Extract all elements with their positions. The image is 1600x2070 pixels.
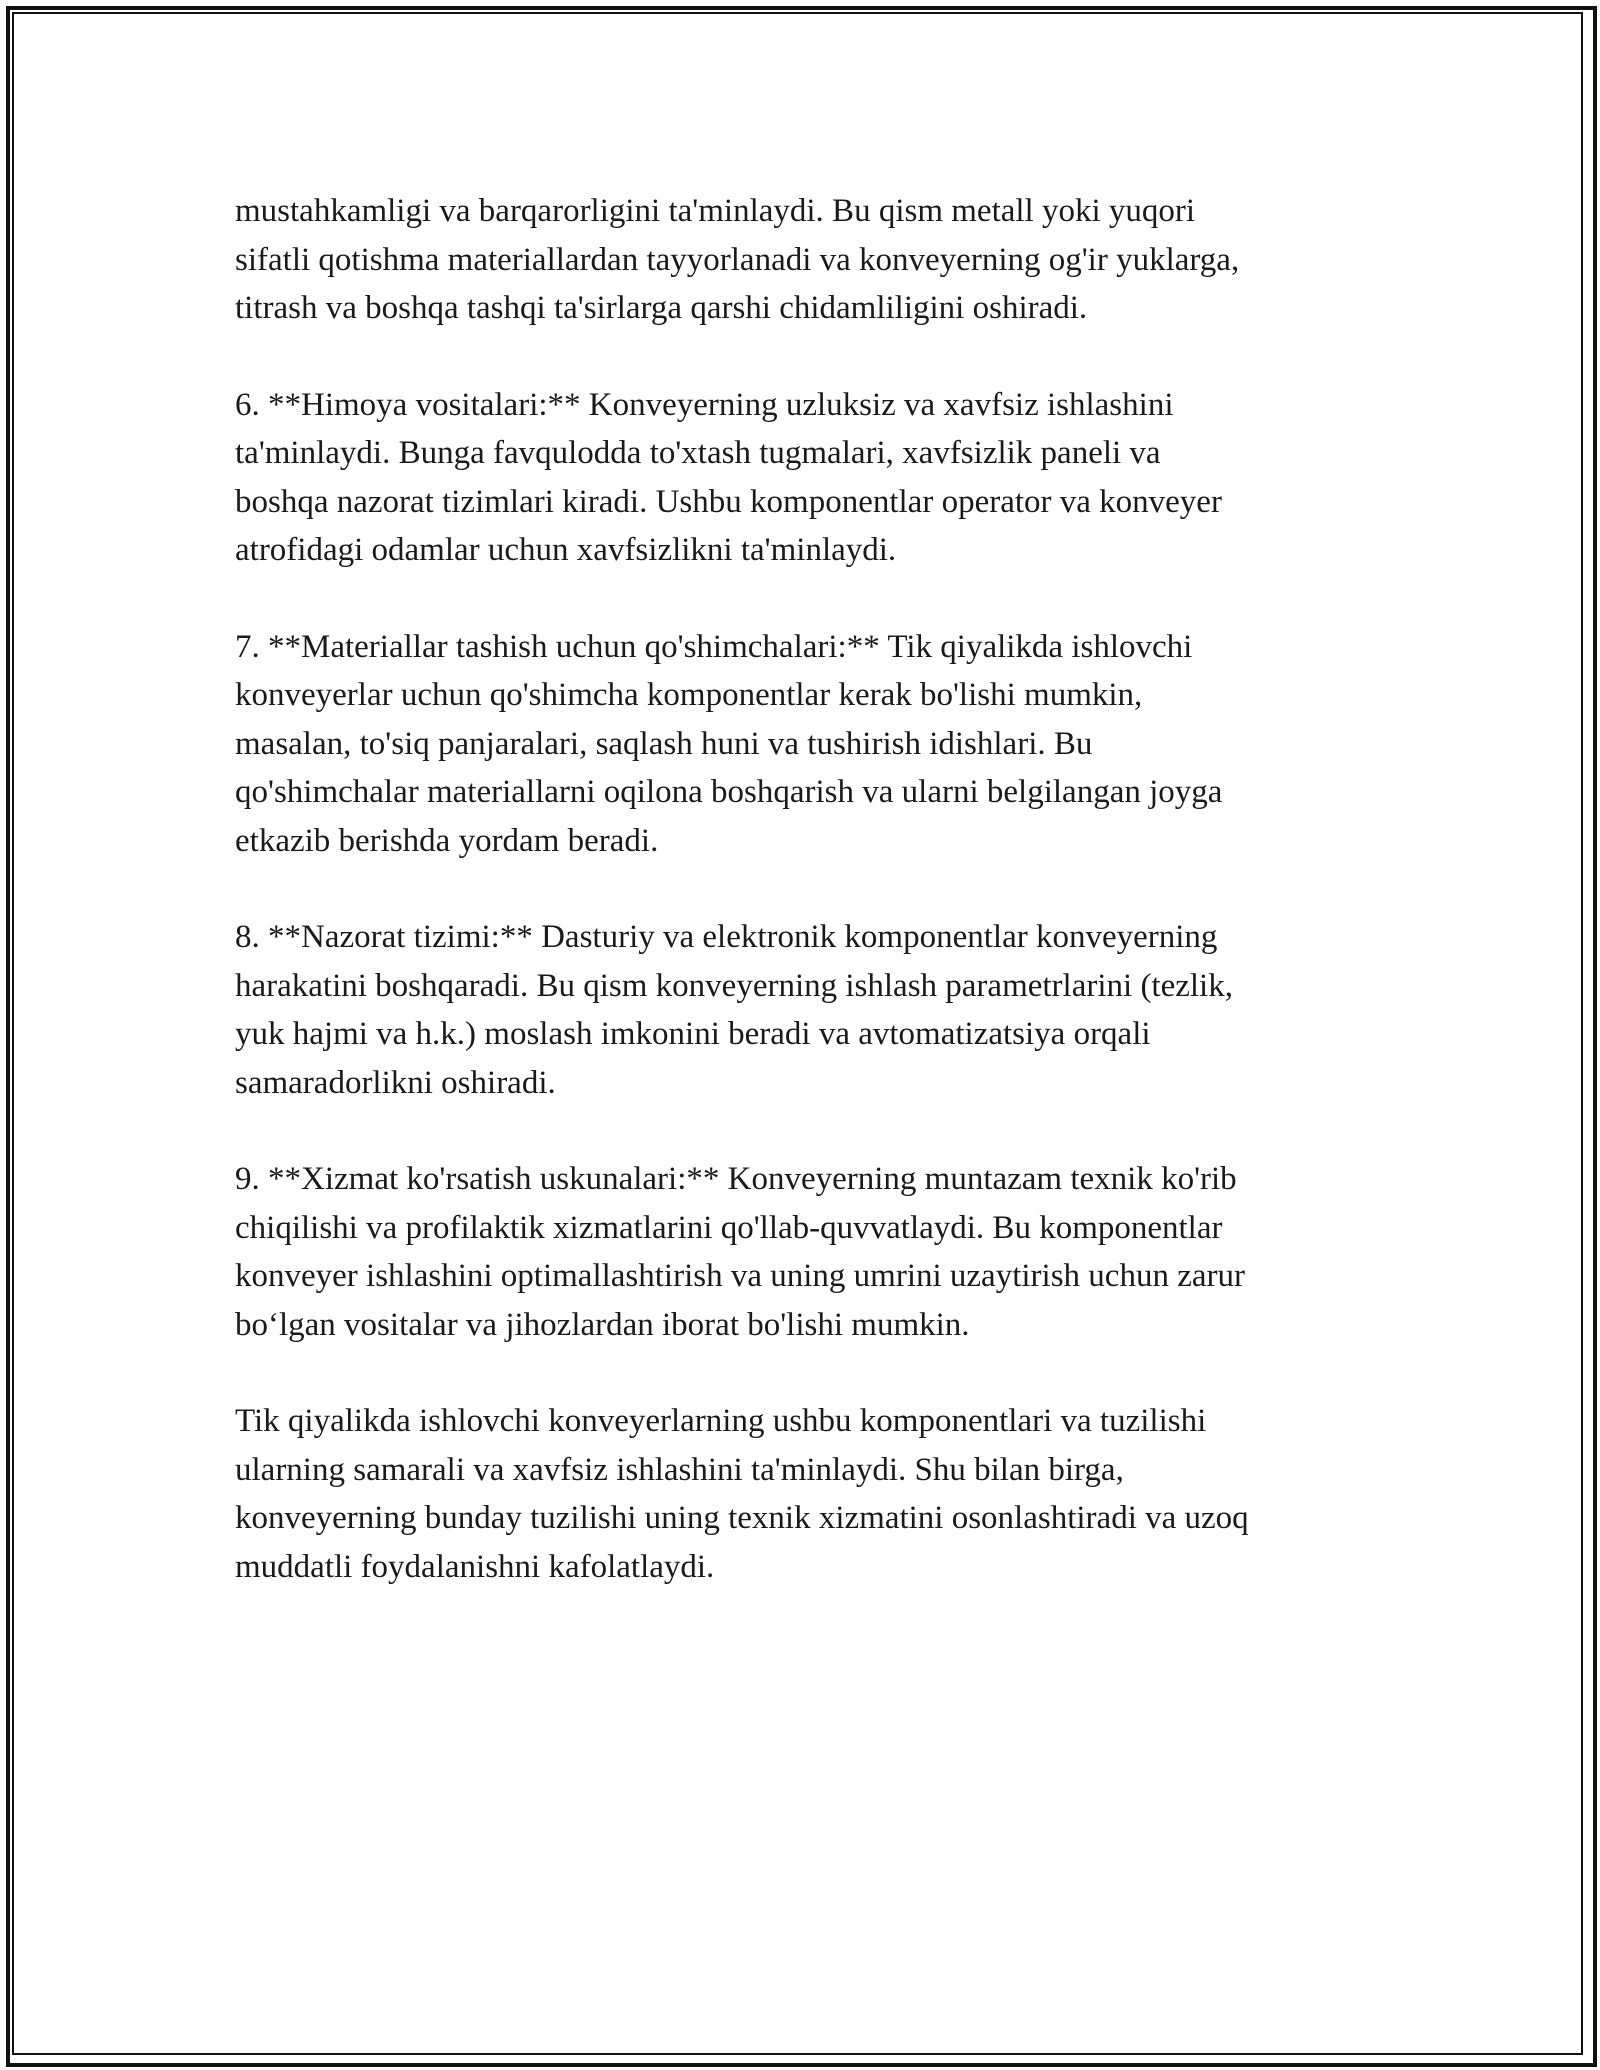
paragraph-gap — [235, 865, 1385, 913]
text-line: Tik qiyalikda ishlovchi konveyerlarning ushbu komponentlari va tuzilishi — [235, 1403, 1207, 1439]
text-line: qo'shimchalar materiallarni oqilona boshqarish va ularni belgilangan joyga — [235, 774, 1223, 810]
paragraph-conclusion — [235, 1397, 1385, 1591]
text-line: harakatini boshqaradi. Bu qism konveyerning ishlash parametrlarini (tezlik, — [235, 967, 1233, 1004]
paragraph-gap — [235, 575, 1385, 623]
text-line: bo‘lgan vositalar va jihozlardan iborat bo'lishi mumkin. — [235, 1306, 970, 1343]
text-line: konveyer ishlashini optimallashtirish va uning umrini uzaytirish uchun zarur — [235, 1258, 1245, 1294]
paragraph-gap — [235, 1107, 1385, 1155]
text-line: muddatli foydalanishni kafolatlaydi. — [235, 1548, 715, 1585]
text-line: ta'minlaydi. Bunga favqulodda to'xtash tugmalari, xavfsizlik paneli va — [235, 435, 1161, 471]
text-line: yuk hajmi va h.k.) moslash imkonini beradi va avtomatizatsiya orqali — [235, 1016, 1151, 1052]
paragraph-gap — [235, 1349, 1385, 1397]
text-line: 7. **Materiallar tashish uchun qo'shimchalari:** Tik qiyalikda ishlovchi — [235, 628, 1193, 665]
document-body — [235, 187, 1385, 1591]
text-line: konveyerlar uchun qo'shimcha komponentlar kerak bo'lishi mumkin, — [235, 677, 1143, 713]
text-line: 9. **Xizmat ko'rsatish uskunalari:** Konveyerning muntazam texnik ko'rib — [235, 1161, 1237, 1197]
text-line: mustahkamligi va barqarorligini ta'minlaydi. Bu qism metall yoki yuqori — [235, 193, 1196, 229]
text-line: chiqilishi va profilaktik xizmatlarini qo'llab-quvvatlaydi. Bu komponentlar — [235, 1209, 1223, 1246]
paragraph-item-8-control — [235, 913, 1385, 1107]
text-line: atrofidagi odamlar uchun xavfsizlikni ta'minlaydi. — [235, 532, 897, 568]
text-line: titrash va boshqa tashqi ta'sirlarga qarshi chidamliligini oshiradi. — [235, 290, 1088, 326]
paragraph-gap — [235, 333, 1385, 381]
text-line: etkazib berishda yordam beradi. — [235, 822, 659, 859]
text-line: sifatli qotishma materiallardan tayyorlanadi va konveyerning og'ir yuklarga, — [235, 241, 1240, 278]
text-line: boshqa nazorat tizimlari kiradi. Ushbu komponentlar operator va konveyer — [235, 483, 1222, 520]
text-line: 6. **Himoya vositalari:** Konveyerning uzluksiz va xavfsiz ishlashini — [235, 386, 1174, 423]
text-line: masalan, to'siq panjaralari, saqlash huni va tushirish idishlari. Bu — [235, 725, 1093, 762]
paragraph-item-6-protection — [235, 381, 1385, 575]
text-line: samaradorlikni oshiradi. — [235, 1064, 556, 1101]
text-line: ularning samarali va xavfsiz ishlashini ta'minlaydi. Shu bilan birga, — [235, 1451, 1124, 1488]
paragraph-item-9-service — [235, 1155, 1385, 1349]
text-line: 8. **Nazorat tizimi:** Dasturiy va elektronik komponentlar konveyerning — [235, 919, 1218, 955]
paragraph-continuation — [235, 187, 1385, 333]
text-line: konveyerning bunday tuzilishi uning texnik xizmatini osonlashtiradi va uzoq — [235, 1500, 1249, 1536]
paragraph-item-7-attachments — [235, 623, 1385, 866]
